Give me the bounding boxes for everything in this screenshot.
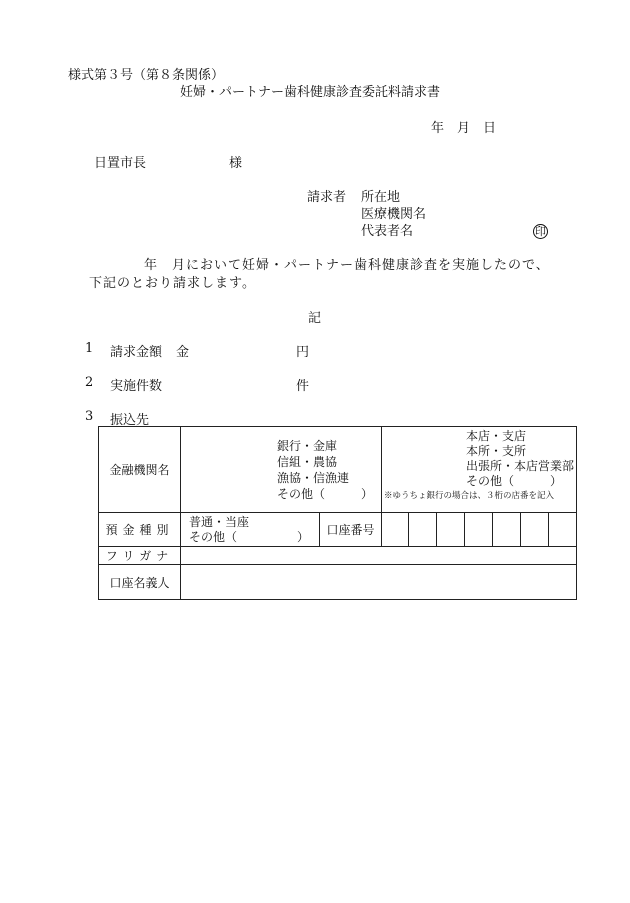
item-1-number: 1 — [85, 341, 94, 356]
form-number: 様式第３号（第８条関係） — [68, 68, 225, 83]
account-digit[interactable] — [549, 513, 577, 547]
branch-type-office: 本所・支所 — [466, 444, 527, 458]
addressee-name: 日置市長 — [94, 156, 147, 171]
item-2-number: 2 — [85, 375, 94, 390]
deposit-type-cell[interactable] — [181, 513, 320, 547]
claimant-label: 請求者 — [307, 190, 347, 205]
ki-heading: 記 — [308, 311, 322, 326]
amount-prefix: 金 — [176, 345, 190, 360]
body-line-1: 年 月において妊婦・パートナー歯科健康診査を実施したので、 — [144, 258, 550, 273]
amount-label: 請求金額 — [110, 345, 163, 360]
item-3-number: 3 — [85, 409, 94, 424]
branch-cell[interactable] — [382, 427, 577, 513]
count-label: 実施件数 — [110, 379, 163, 394]
addressee-honorific: 様 — [229, 156, 243, 171]
branch-type-main: 本店・支店 — [466, 429, 527, 443]
institution-type-credit: 信組・農協 — [277, 454, 338, 469]
institution-type-fishery: 漁協・信漁連 — [277, 470, 350, 485]
institution-type-other: その他（ ） — [277, 486, 374, 501]
deposit-type-other: その他（ ） — [189, 529, 310, 544]
deposit-type-ordinary: 普通・当座 — [189, 514, 250, 529]
institution-type-bank: 銀行・金庫 — [277, 438, 338, 453]
body-line-2: 下記のとおり請求します。 — [89, 276, 256, 291]
amount-unit: 円 — [296, 345, 310, 360]
deposit-type-header: 預金種別 — [99, 513, 181, 547]
branch-type-other: その他（ ） — [466, 474, 563, 488]
account-number-header: 口座番号 — [320, 513, 382, 547]
account-holder-header: 口座名義人 — [99, 565, 181, 600]
institution-label: 医療機関名 — [361, 207, 427, 222]
account-holder-field[interactable] — [181, 565, 577, 600]
date-field: 年 月 日 — [431, 121, 497, 136]
branch-type-substation: 出張所・本店営業部 — [466, 459, 575, 473]
count-unit: 件 — [296, 379, 310, 394]
bank-account-table — [98, 426, 577, 600]
account-digit[interactable] — [521, 513, 549, 547]
furigana-header: フリガナ — [99, 547, 181, 565]
account-digit[interactable] — [437, 513, 465, 547]
account-digit[interactable] — [382, 513, 409, 547]
institution-header: 金融機関名 — [99, 427, 181, 513]
furigana-field[interactable] — [181, 547, 577, 565]
account-digit[interactable] — [493, 513, 521, 547]
account-digit[interactable] — [409, 513, 437, 547]
representative-label: 代表者名 — [361, 224, 414, 239]
document-title: 妊婦・パートナー歯科健康診査委託料請求書 — [180, 85, 441, 100]
transfer-label: 振込先 — [110, 413, 150, 428]
account-digit[interactable] — [465, 513, 493, 547]
seal-mark: 印 — [535, 225, 546, 238]
institution-name-cell[interactable] — [181, 427, 382, 513]
yucho-note: ※ゆうちょ銀行の場合は、３桁の店番を記入 — [384, 491, 555, 501]
address-label: 所在地 — [361, 190, 401, 205]
